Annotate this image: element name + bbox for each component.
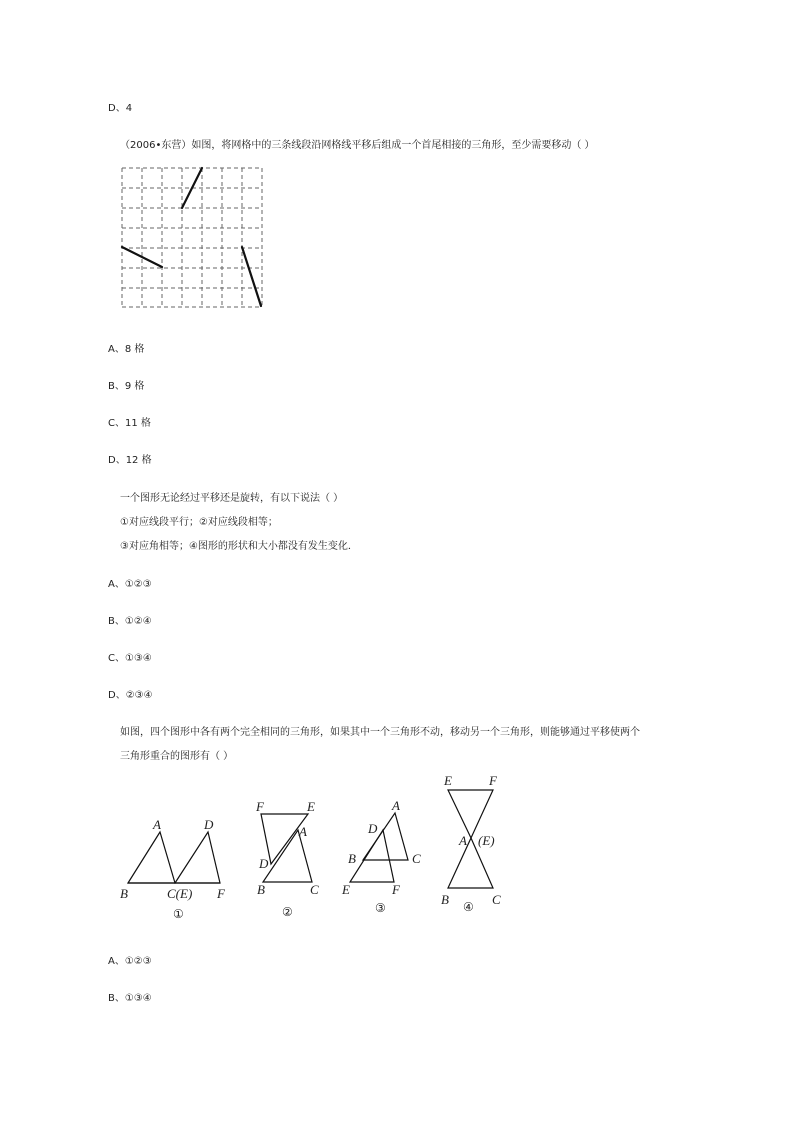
fig4-label-e: E: [444, 773, 452, 788]
q0-option-d: D、4: [108, 103, 133, 114]
fig4-label-e-paren: (E): [478, 833, 495, 848]
q3-stem-line1: 如图，四个图形中各有两个完全相同的三角形，如果其中一个三角形不动，移动另一个三角形，则能够通过平移使两个: [120, 727, 640, 738]
q2-option-d: D、②③④: [108, 690, 153, 701]
fig1-label-d: D: [204, 817, 214, 832]
q1-option-b: B、9 格: [108, 381, 145, 392]
q2-statement-1: ①对应线段平行；②对应线段相等；: [120, 517, 278, 528]
q1-stem: （2006•东营）如图，将网格中的三条线段沿网格线平移后组成一个首尾相接的三角形，至少需要移动（ ）: [120, 140, 595, 151]
q3-stem-line2: 三角形重合的图形有（ ）: [120, 751, 234, 762]
fig3-label-b: B: [348, 851, 356, 866]
fig4-label-b: B: [441, 892, 449, 907]
fig3-label-a: A: [392, 798, 400, 813]
q2-option-b: B、①②④: [108, 616, 152, 627]
fig2-label-c: C: [310, 882, 319, 897]
triangle-figure-1: [116, 812, 236, 924]
fig2-label-e: E: [307, 799, 315, 814]
fig4-label-f: F: [489, 773, 497, 788]
grid-figure: [120, 166, 266, 310]
q2-option-a: A、①②③: [108, 579, 152, 590]
fig1-label-a: A: [153, 817, 161, 832]
q3-option-a: A、①②③: [108, 956, 152, 967]
fig3-number: ③: [375, 901, 386, 915]
fig4-label-a: A: [459, 833, 467, 848]
fig2-label-a: A: [299, 824, 307, 839]
fig3-label-c: C: [412, 851, 421, 866]
triangle-figure-3: [338, 794, 428, 918]
triangle-figure-2: [248, 794, 332, 918]
fig2-label-f: F: [256, 799, 264, 814]
fig1-number: ①: [173, 907, 184, 921]
fig1-label-ce: C(E): [167, 886, 193, 901]
fig3-label-d: D: [368, 821, 378, 836]
q1-option-d: D、12 格: [108, 455, 152, 466]
fig1-label-b: B: [120, 886, 128, 901]
fig3-label-e: E: [342, 882, 350, 897]
fig2-label-b: B: [257, 882, 265, 897]
q3-option-b: B、①③④: [108, 993, 152, 1004]
segment-3: [242, 247, 261, 306]
q2-stem: 一个图形无论经过平移还是旋转，有以下说法（ ）: [120, 493, 344, 504]
q1-option-a: A、8 格: [108, 344, 145, 355]
q2-statement-2: ③对应角相等；④图形的形状和大小都没有发生变化．: [120, 541, 358, 552]
triangle-figure-4: [436, 770, 508, 916]
segment-2: [122, 247, 162, 267]
q1-option-c: C、11 格: [108, 418, 151, 429]
fig4-number: ④: [463, 900, 474, 914]
fig2-label-d: D: [259, 856, 269, 871]
fig4-label-c: C: [492, 892, 501, 907]
fig3-label-f: F: [392, 882, 400, 897]
fig1-label-f: F: [217, 886, 225, 901]
q2-option-c: C、①③④: [108, 653, 152, 664]
fig2-number: ②: [282, 905, 293, 918]
